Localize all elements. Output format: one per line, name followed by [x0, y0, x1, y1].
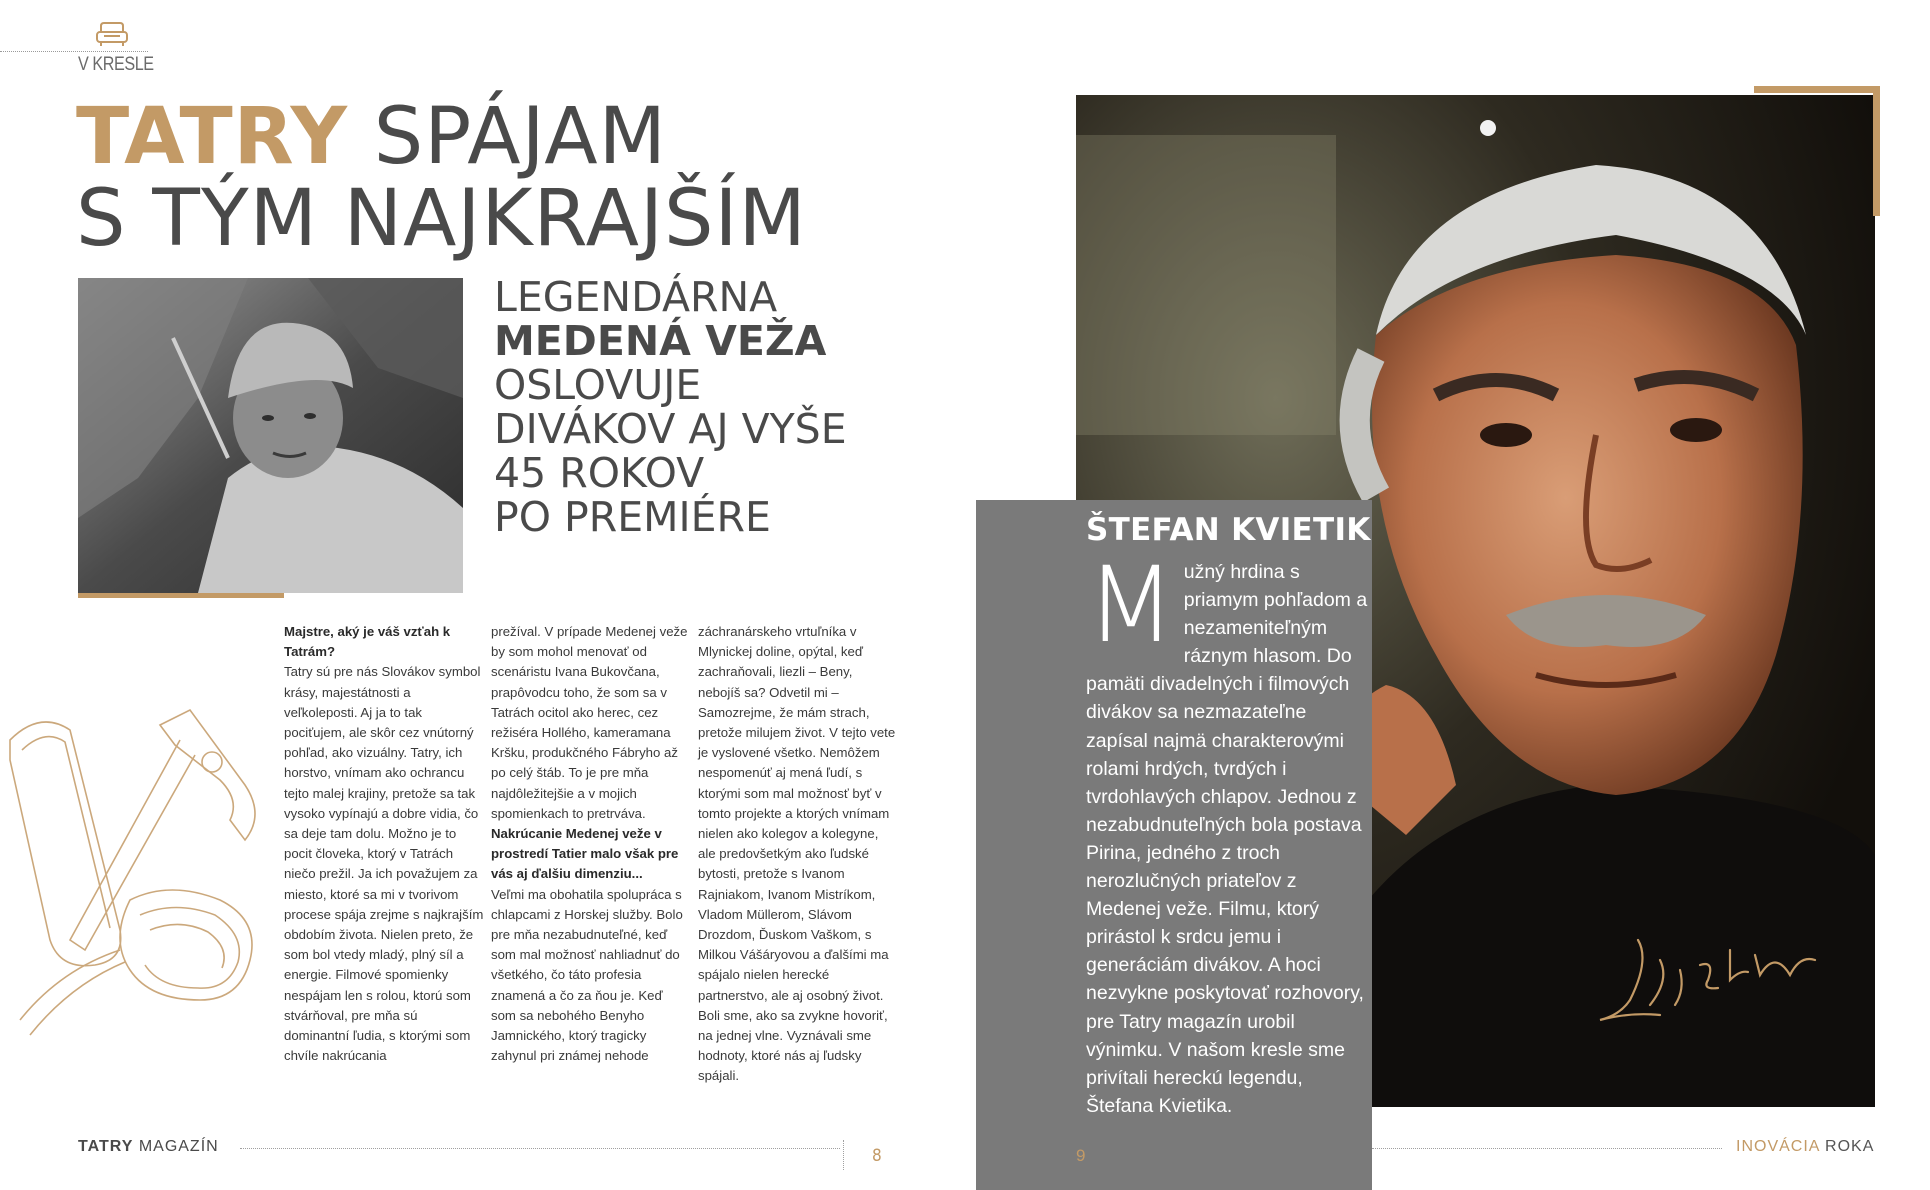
title-line1: SPÁJAM: [373, 92, 667, 182]
section-label: V KRESLE: [78, 54, 154, 75]
interview-question: Majstre, aký je váš vzťah k Tatrám?: [284, 624, 451, 660]
page-number-left: 8: [872, 1146, 882, 1166]
footer-rule: [240, 1148, 840, 1149]
interview-question: Nakrúcanie Medenej veže v prostredí Tatier malo však pre vás aj ďalšiu dimenziu...: [491, 826, 679, 882]
article-column-2: [491, 622, 691, 1066]
drop-cap: M: [1086, 544, 1176, 666]
subtitle-bold: MEDENÁ VEŽA: [494, 317, 827, 365]
footer-slogan-rest: ROKA: [1825, 1138, 1875, 1155]
footer-slogan-accent: INOVÁCIA: [1736, 1138, 1820, 1155]
article-column-3: [698, 622, 898, 1087]
armchair-icon: [95, 22, 129, 48]
subtitle-line: OSLOVUJE: [494, 361, 702, 409]
page-number-right: 9: [1076, 1146, 1086, 1165]
interview-answer: Tatry sú pre nás Slovákov symbol krásy, majestátnosti a veľkoleposti. Aj ja to tak pociťujem, ale skôr cez vnútorný pohľad, ako vizuálny. Tatry, ich horstvo, vnímam ako ochrancu tejto malej krajiny, pretože sa tak vysoko vypínajú a dobre vidia, čo sa deje tam dolu. Možno je to pocit človeka, ktorý v Tatrách niečo prežil. Ja ich považujem za miesto, ktoré sa mi v tvorivom procese spája zrejme s najkrajším obdobím života. Nielen preto, že som bol vtedy mladý, plný síl a energie. Filmové spomienky nespájam len s rolou, ktorú som stvárňoval, pre mňa sú dominantní ľudia, s ktorými som chvíle nakrúcania: [284, 664, 484, 1064]
subtitle-line: DIVÁKOV AJ VYŠE: [494, 405, 847, 453]
title-line2: S TÝM NAJKRAJŠÍM: [76, 174, 807, 264]
subtitle: [494, 275, 894, 539]
interview-answer: prežíval. V prípade Medenej veže by som mohol menovať od scenáristu Ivana Bukovčana, prapôvodcu toho, že som sa v Tatrách ocitol ako herec, cez režiséra Hollého, kameramana Kršku, produkčného Fábryho až po celý štáb. To je pre mňa najdôležitejšie a v mojich spomienkach to pretrváva.: [491, 624, 688, 821]
interview-answer: záchranárskeho vrtuľníka v Mlynickej doline, opýtal, keď zachraňovali, liezli – Beny, nebojíš sa? Odvetil mi – Samozrejme, že mám strach, pretože milujem život. V tejto vete je vyslovené všetko. Nemôžem nespomenúť aj mená ľudí, s ktorými som mal možnosť byť v tomto projekte a ktorých vnímam nielen ako kolegov a kolegyne, ale predovšetkým ako ľudské bytosti, pretože s Ivanom Rajniakom, Ivanom Mistríkom, Vladom Müllerom, Slávom Drozdom, Ďuskom Vaškom, s Milkou Vášáryovou a ďalšími ma spájalo nielen herecké partnerstvo, ale aj osobný život. Boli sme, ako sa zvykne hovoriť, na jednej vlne. Vyznávali sme hodnoty, ktoré nás aj ľudsky spájali.: [698, 624, 896, 1084]
footer-brand-bold: TATRY: [78, 1138, 134, 1155]
bio-body: užný hrdina s priamym pohľadom a nezameniteľným ráznym hlasom. Do pamäti divadelných i filmových divákov sa nezmazateľne zapísal najmä charakterovými rolami hrdých, tvrdých i tvrdohlavých chlapov. Jednou z nezabudnuteľných bola postava Pirina, jedného z troch nerozlučných priateľov z Medenej veže. Filmu, ktorý prirástol k srdcu jemu i generáciám divákov. A hoci nezvykne poskytovať rozhovory, pre Tatry magazín urobil výnimku. V našom kresle sme privítali hereckú legendu, Štefana Kvietika.: [1086, 561, 1368, 1117]
article-column-1: [284, 622, 484, 1066]
bio-text: [1086, 544, 1368, 1120]
header-rule: [0, 51, 148, 52]
subtitle-line: PO PREMIÉRE: [494, 493, 771, 541]
footer-slogan: [1736, 1138, 1874, 1156]
interview-answer: Veľmi ma obohatila spolupráca s chlapcami z Horskej služby. Bolo pre mňa nezabudnuteľné, keď som mal možnosť nahliadnuť do všetkého, čo táto profesia znamená a čo za ňou je. Keď som sa nebohého Benyho Jamnického, ktorý tragicky zahynul pri známej nehode: [491, 886, 683, 1064]
ice-axe-carabiner-rope-illustration: [0, 700, 300, 1040]
title-accent: TATRY: [76, 92, 348, 182]
subtitle-line: LEGENDÁRNA: [494, 273, 778, 321]
corner-accent-frame: [1754, 86, 1880, 216]
footer-rule: [1372, 1148, 1722, 1149]
person-name: ŠTEFAN KVIETIK: [1086, 512, 1371, 548]
footer-brand-rest: MAGAZÍN: [138, 1138, 219, 1155]
signature: [1590, 920, 1830, 1030]
page-title: [76, 92, 807, 264]
footer-divider: [843, 1140, 844, 1170]
subtitle-line: 45 ROKOV: [494, 449, 705, 497]
climber-photo: [78, 278, 463, 593]
photo-accent-bar: [78, 593, 284, 598]
footer-magazine-name: [78, 1138, 219, 1156]
